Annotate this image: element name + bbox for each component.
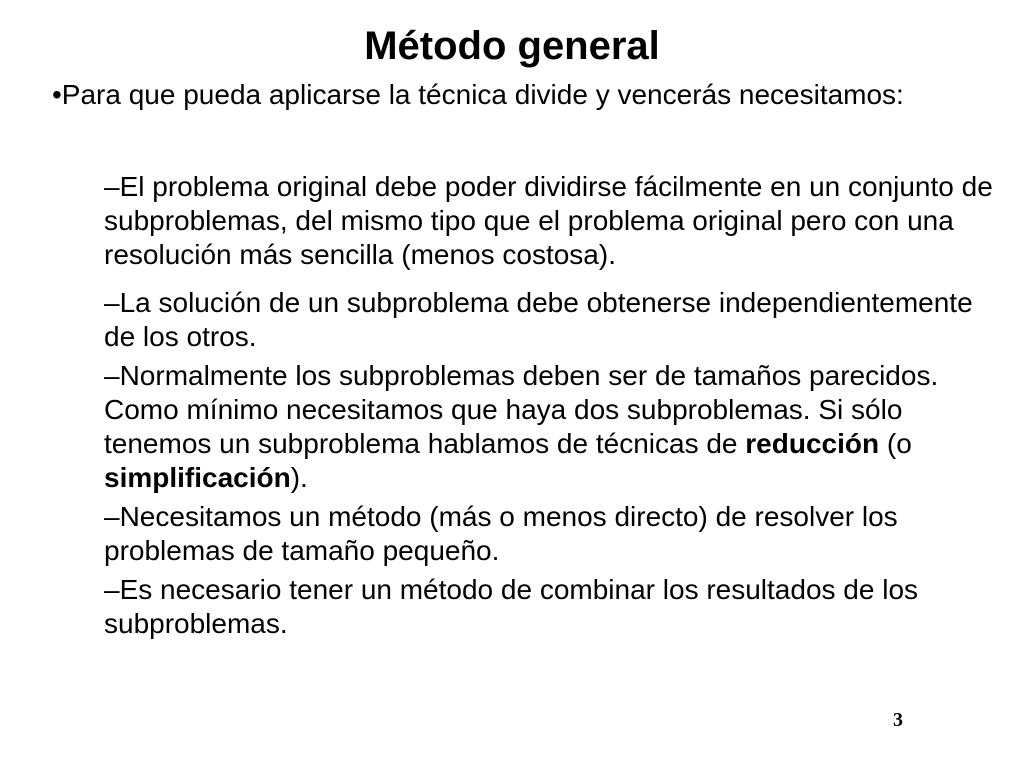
- slide-title: Método general: [364, 24, 660, 68]
- page-number: 3: [893, 709, 903, 731]
- sub-bullet-3: [104, 359, 994, 495]
- sub-bullet-3-text-before: –Normalmente los subproblemas deben ser de tamaños parecidos. Como mínimo necesitamos que haya dos subproblemas. Si sólo tenemos un subproblema hablamos de técnicas de: [104, 360, 939, 459]
- sub-bullet-3-text-middle: (o: [879, 428, 912, 459]
- sub-bullet-4: –Necesitamos un método (más o menos directo) de resolver los problemas de tamaño pequeño.: [104, 501, 898, 566]
- sub-bullet-2: –La solución de un subproblema debe obtenerse independientemente de los otros.: [104, 287, 973, 352]
- main-bullet: •Para que pueda aplicarse la técnica divide y vencerás necesitamos:: [52, 79, 904, 110]
- sub-bullet-list: [104, 170, 994, 653]
- sub-bullet-3-text-after: ).: [290, 462, 308, 493]
- term-simplificacion: simplificación: [104, 462, 291, 493]
- sub-bullet-5: –Es necesario tener un método de combinar los resultados de los subproblemas.: [104, 574, 919, 639]
- term-reduccion: reducción: [745, 428, 880, 459]
- sub-bullet-1: –El problema original debe poder dividirse fácilmente en un conjunto de subproblemas, del mismo tipo que el problema original pero con una resolución más sencilla (menos costosa).: [104, 171, 993, 270]
